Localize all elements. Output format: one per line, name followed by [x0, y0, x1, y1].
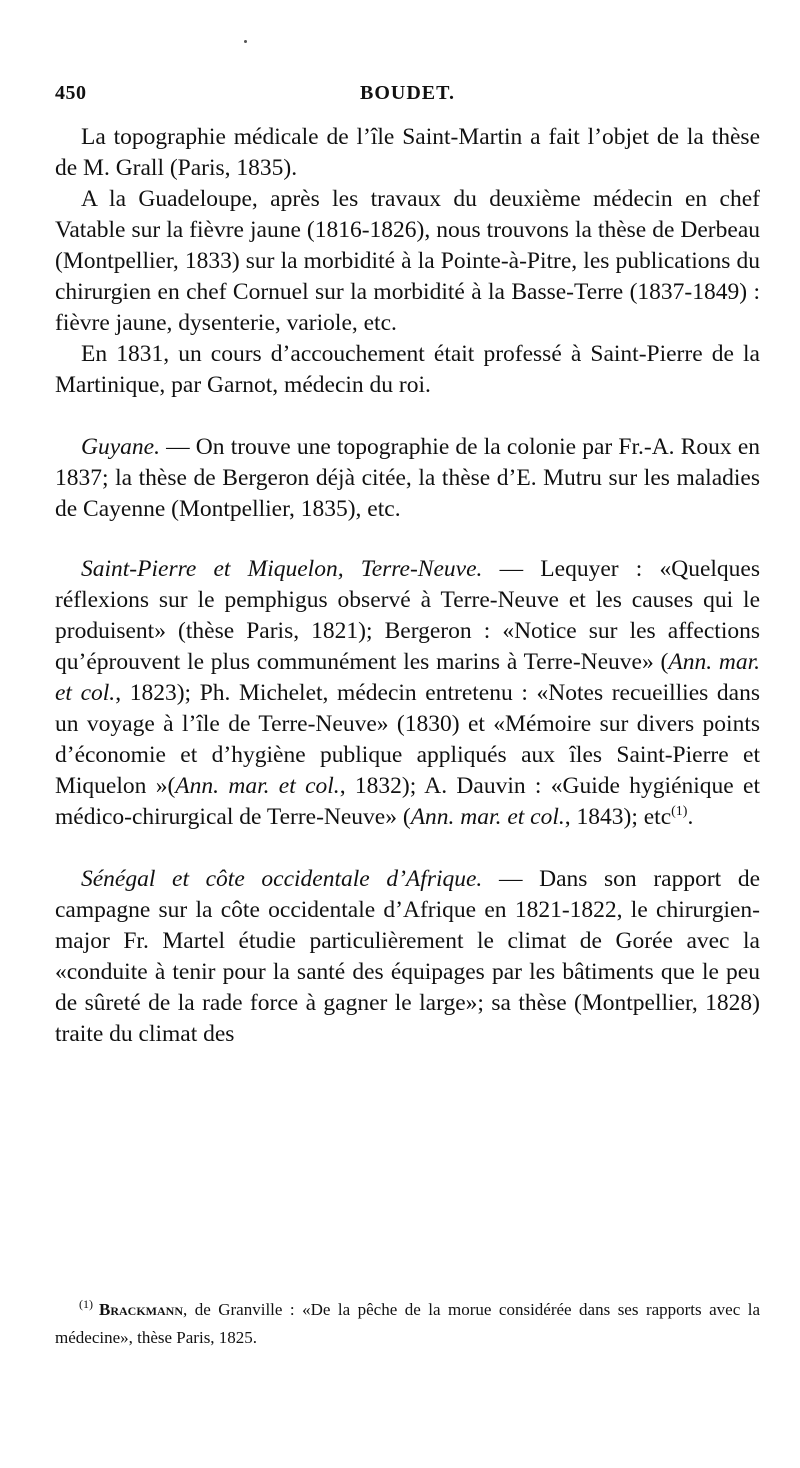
section-text: — Lequyer : «Quelques réflexions sur le pemphigus observé à Terre-Neuve et les causes qui le produisent» (thèse Paris, 1821); Bergeron : «Notice sur les affections qu’éprouvent le plus communément les marins à Terre-Neuve» (	[55, 556, 760, 675]
body-text	[55, 122, 760, 1050]
footnote-author: Brackmann	[99, 1300, 183, 1319]
journal-title: Ann. mar. et col.	[410, 804, 565, 830]
footnote-reference[interactable]: (1)	[671, 804, 688, 820]
print-speck	[244, 40, 247, 43]
section-text: , 1823); Ph. Michelet, médecin entretenu : «Notes recueillies dans un voyage à l’île de Terre-Neuve» (1830) et «Mémoire sur divers points d’économie et d’hygiène publique appliqués aux îles Saint-Pierre et Miquelon »(	[55, 680, 760, 799]
section-heading-saint-pierre-miquelon: Saint-Pierre et Miquelon, Terre-Neuve.	[81, 556, 483, 582]
journal-title: Ann. mar. et col.	[55, 649, 760, 706]
section-heading-senegal: Sénégal et côte occidentale d’Afrique.	[81, 866, 483, 892]
running-head: BOUDET.	[360, 82, 455, 104]
section-body-senegal: — Dans son rapport de campagne sur la côte occidentale d’Afrique en 1821-1822, le chirurgien-major Fr. Martel étudie particulièrement le climat de Gorée avec la «conduite à tenir pour la santé des équipages par les bâtiments que le peu de sûreté de la rade force à gagner le large»; sa thèse (Montpellier, 1828) traite du climat des	[55, 866, 760, 1047]
section-text: , 1832); A. Dauvin : «Guide hygiénique et médico-chirurgical de Terre-Neuve» (	[55, 773, 760, 830]
section-saint-pierre-miquelon	[55, 554, 760, 833]
page-number: 450	[55, 82, 87, 104]
paragraph-guadeloupe: A la Guadeloupe, après les travaux du deuxième médecin en chef Vatable sur la fièvre jaune (1816-1826), nous trouvons la thèse de Derbeau (Montpellier, 1833) sur la morbidité à la Pointe-à-Pitre, les publications du chirurgien en chef Cornuel sur la morbidité à la Basse-Terre (1837-1849) : fièvre jaune, dysenterie, variole, etc.	[55, 186, 760, 336]
section-heading-guyane: Guyane.	[81, 434, 160, 460]
journal-title: Ann. mar. et col.	[175, 773, 340, 799]
paragraph-martinique: En 1831, un cours d’accouchement était professé à Saint-Pierre de la Martinique, par Garnot, médecin du roi.	[55, 341, 760, 398]
page-header	[55, 82, 760, 112]
footnote-mark: (1)	[79, 1297, 93, 1312]
section-senegal	[55, 864, 760, 1050]
section-body-guyane: — On trouve une topographie de la colonie par Fr.-A. Roux en 1837; la thèse de Bergeron déjà citée, la thèse d’E. Mutru sur les maladies de Cayenne (Montpellier, 1835), etc.	[55, 434, 760, 522]
footnote-body: , de Granville : «De la pêche de la morue considérée dans ses rapports avec la médecine», thèse Paris, 1825.	[55, 1300, 760, 1347]
footnote	[55, 1296, 760, 1352]
section-text: , 1843); etc	[564, 804, 672, 830]
section-guyane	[55, 432, 760, 525]
footnote-text	[55, 1296, 760, 1352]
section-text: .	[687, 804, 694, 830]
paragraph-saint-martin: La topographie médicale de l’île Saint-Martin a fait l’objet de la thèse de M. Grall (Paris, 1835).	[55, 124, 760, 181]
